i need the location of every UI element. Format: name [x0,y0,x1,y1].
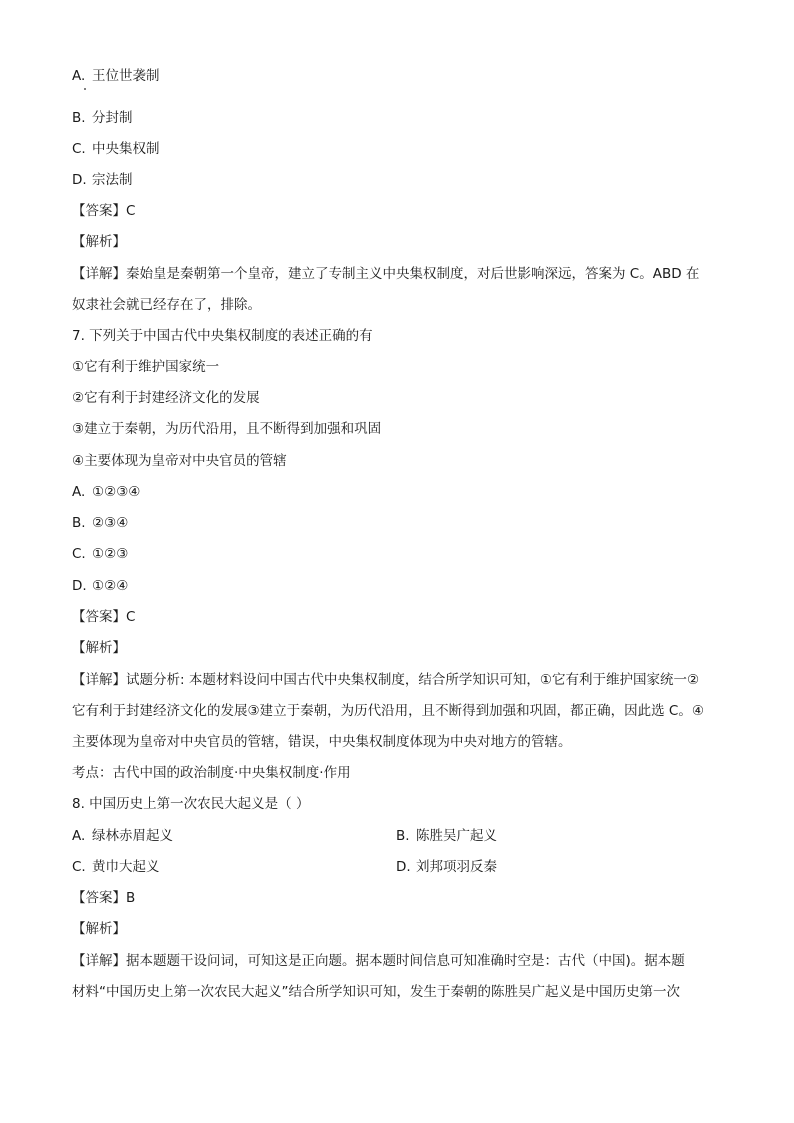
q7-option-a [72,482,140,502]
option-text: 王位世袭制 [92,68,160,84]
q7-option-b [72,513,128,533]
option-label: B. [396,828,410,844]
option-text: 陈胜吴广起义 [416,828,497,844]
option-label: D. [72,578,87,594]
q7-answer: 【答案】C [72,609,136,625]
q7-stem: 7. 下列关于中国古代中央集权制度的表述正确的有 [72,328,373,344]
q8-options-row-2 [72,857,722,877]
option-label: C. [72,141,86,157]
q8-detail-line-2: 材料“中国历史上第一次农民大起义”结合所学知识可知，发生于秦朝的陈胜吴广起义是中国历史第一次 [72,984,680,1000]
q7-option-d [72,576,128,596]
option-text: ①②③ [92,546,129,562]
stray-dot [84,88,86,90]
option-text: 刘邦项羽反秦 [416,859,497,875]
q6-option-b [72,108,133,128]
q8-analysis: 【解析】 [72,921,126,937]
q6-answer: 【答案】C [72,203,136,219]
q6-detail-line-2: 奴隶社会就已经存在了，排除。 [72,297,261,313]
option-label: B. [72,110,86,126]
option-label: A. [72,484,86,500]
q7-analysis: 【解析】 [72,640,126,656]
q6-option-a [72,66,160,86]
option-text: ②③④ [92,515,129,531]
option-label: D. [396,859,411,875]
option-text: 黄巾大起义 [92,859,160,875]
option-text: ①②③④ [92,484,141,500]
option-text: 中央集权制 [92,141,160,157]
option-text: 宗法制 [92,172,133,188]
q7-kaodian: 考点：古代中国的政治制度·中央集权制度·作用 [72,765,351,781]
option-text: 绿林赤眉起义 [92,828,173,844]
q6-analysis: 【解析】 [72,234,126,250]
option-label: A. [72,68,86,84]
option-text: 分封制 [92,110,133,126]
q7-detail-line-2: 它有利于封建经济文化的发展③建立于秦朝，为历代沿用，且不断得到加强和巩固，都正确，因此选 C。④ [72,703,704,719]
q7-detail-line-1: 【详解】试题分析: 本题材料设问中国古代中央集权制度，结合所学知识可知，①它有利于维护国家统一② [72,672,700,688]
q6-detail-line-1: 【详解】秦始皇是秦朝第一个皇帝，建立了专制主义中央集权制度，对后世影响深远，答案为 C。ABD 在 [72,266,700,282]
q7-statement-3: ③建立于秦朝，为历代沿用，且不断得到加强和巩固 [72,421,382,437]
q7-statement-4: ④主要体现为皇帝对中央官员的管辖 [72,453,287,469]
q6-option-c [72,139,160,159]
q7-option-c [72,544,128,564]
q8-option-a [72,828,173,844]
option-label: C. [72,546,86,562]
q6-option-d [72,170,133,190]
q8-option-d [396,857,497,877]
q7-statement-2: ②它有利于封建经济文化的发展 [72,390,260,406]
q8-answer: 【答案】B [72,890,136,906]
option-label: C. [72,859,86,875]
q8-options-row-1 [72,826,722,846]
q7-statement-1: ①它有利于维护国家统一 [72,359,220,375]
q7-detail-line-3: 主要体现为皇帝对中央官员的管辖，错误，中央集权制度体现为中央对地方的管辖。 [72,734,572,750]
option-text: ①②④ [92,578,129,594]
option-label: D. [72,172,87,188]
q8-option-c [72,859,160,875]
q8-detail-line-1: 【详解】据本题题干设问词，可知这是正向题。据本题时间信息可知准确时空是：古代（中国)。据本题 [72,953,685,969]
option-label: B. [72,515,86,531]
q8-stem: 8. 中国历史上第一次农民大起义是（ ） [72,796,310,812]
q8-option-b [396,826,497,846]
option-label: A. [72,828,86,844]
